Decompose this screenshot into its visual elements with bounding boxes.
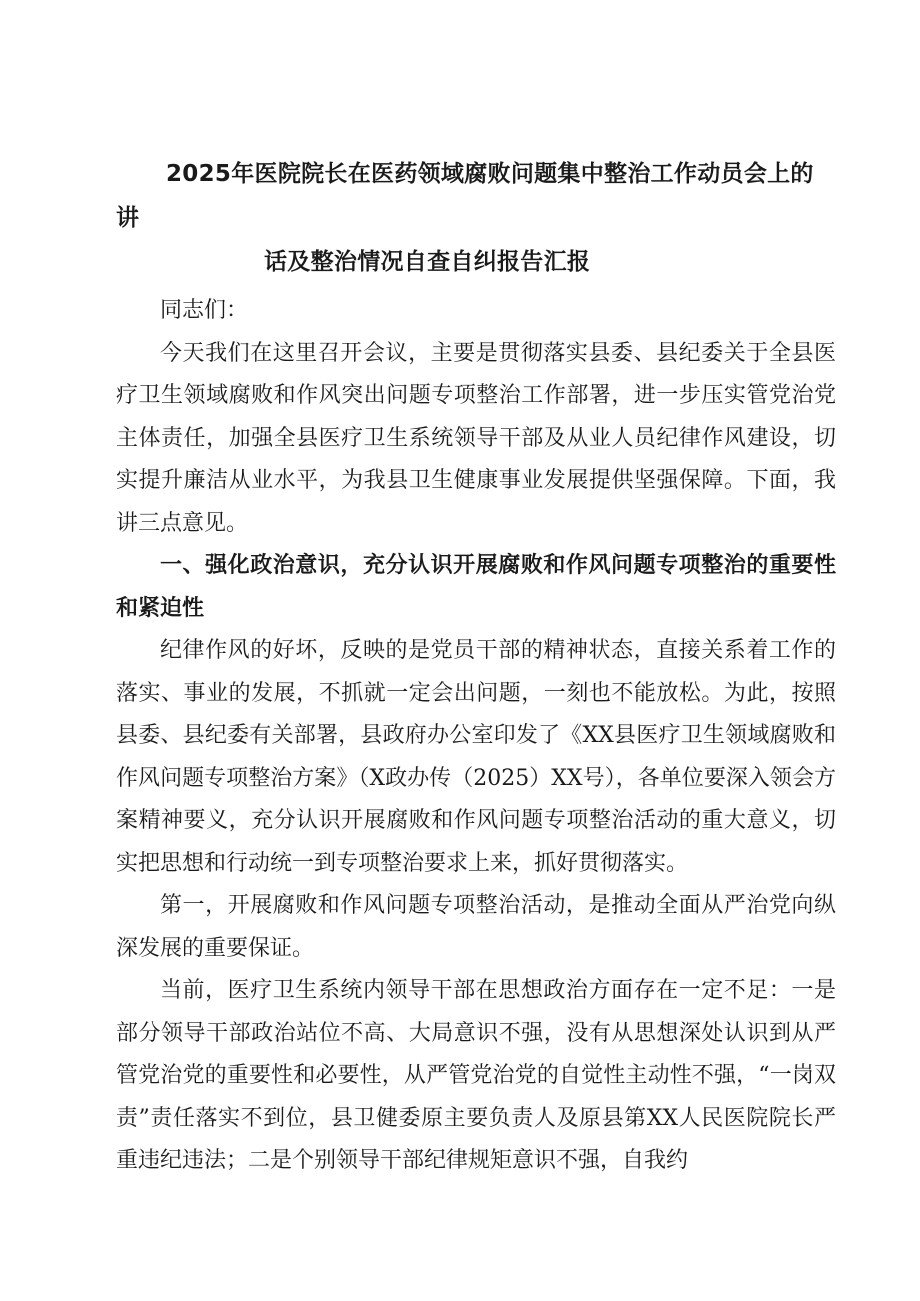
- title-line-2: 话及整治情况自查自纠报告汇报: [264, 249, 591, 275]
- paragraph-intro: 今天我们在这里召开会议，主要是贯彻落实县委、县纪委关于全县医疗卫生领域腐败和作风突出问题专项整治工作部署，进一步压实管党治党主体责任，加强全县医疗卫生系统领导干部及从业人员纪律作风建设，切实提升廉洁从业水平，为我县卫生健康事业发展提供坚强保障。下面，我讲三点意见。: [116, 340, 836, 536]
- title-line-1: 2025年医院院长在医药领域腐败问题集中整治工作动员会上的讲: [116, 161, 814, 231]
- salutation: 同志们：: [160, 298, 249, 323]
- paragraph-discipline: 纪律作风的好坏，反映的是党员干部的精神状态，直接关系着工作的落实、事业的发展，不抓就一定会出问题，一刻也不能放松。为此，按照县委、县纪委有关部署，县政府办公室印发了《XX县医疗卫生领域腐败和作风问题专项整治方案》（X政办传（2025）XX号），各单位要深入领会方案精神要义，充分认识开展腐败和作风问题专项整治活动的重大意义，切实把思想和行动统一到专项整治要求上来，抓好贯彻落实。: [116, 638, 836, 876]
- document-title: [116, 152, 816, 284]
- section-heading-1: 一、强化政治意识，充分认识开展腐败和作风问题专项整治的重要性和紧迫性: [116, 553, 836, 621]
- document-body: [116, 290, 836, 1183]
- paragraph-first-point: 第一，开展腐败和作风问题专项整治活动，是推动全面从严治党向纵深发展的重要保证。: [116, 893, 836, 961]
- paragraph-current-issues: 当前，医疗卫生系统内领导干部在思想政治方面存在一定不足：一是部分领导干部政治站位不高、大局意识不强，没有从思想深处认识到从严管党治党的重要性和必要性，从严管党治党的自觉性主动性不强，“一岗双责”责任落实不到位，县卫健委原主要负责人及原县第XX人民医院院长严重违纪违法；二是个别领导干部纪律规矩意识不强，自我约: [116, 978, 836, 1173]
